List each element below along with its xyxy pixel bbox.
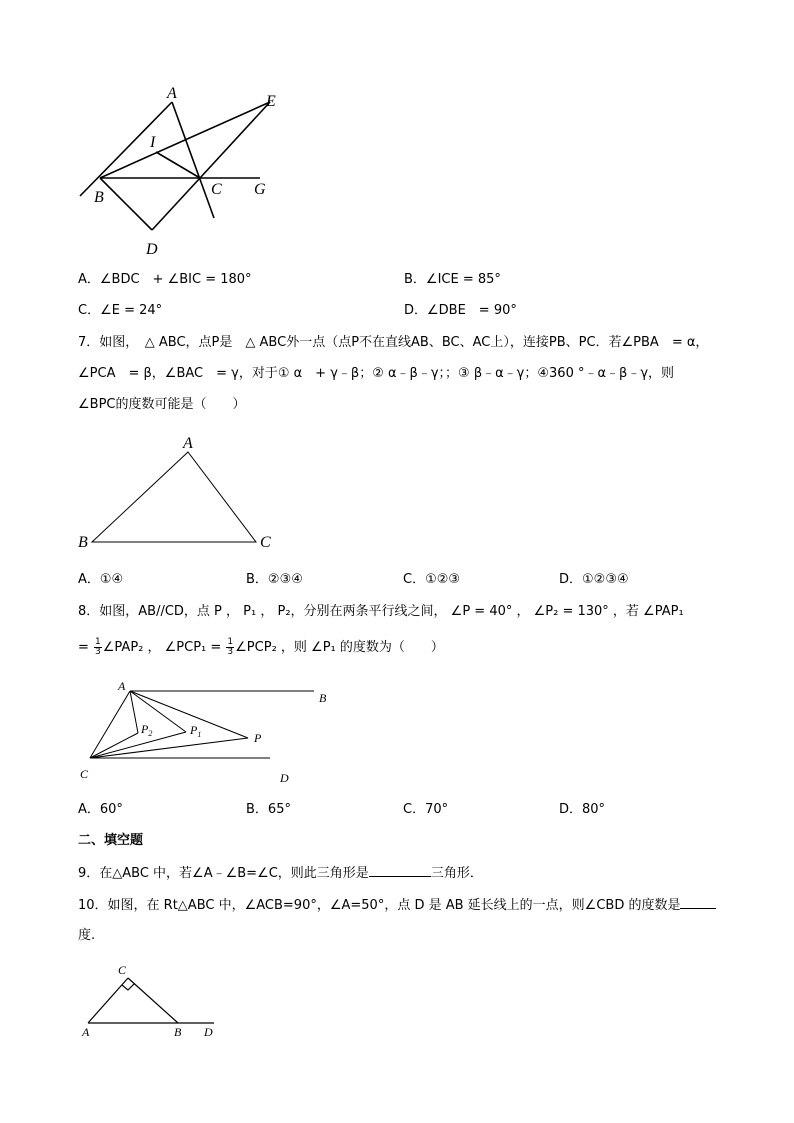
- q8-option-c[interactable]: C．70°: [403, 802, 449, 817]
- label-p1: $P_1$: [190, 723, 202, 739]
- label-b: B: [174, 1025, 182, 1039]
- q8-line2-mid1: ∠PAP₂ ， ∠PCP₁ =: [102, 640, 226, 655]
- q6-option-a[interactable]: A．∠BDC + ∠BIC = 180°: [78, 272, 252, 287]
- line-dc: [152, 178, 200, 230]
- q10-answer-blank[interactable]: [680, 894, 716, 909]
- q8-line2-mid2: ∠PCP₂ ，则 ∠P₁ 的度数为（ ）: [235, 640, 444, 655]
- q9-answer-blank[interactable]: [369, 862, 431, 877]
- label-a: A: [183, 435, 193, 452]
- label-b: B: [319, 691, 327, 705]
- q10-text-line2: 度.: [78, 928, 96, 943]
- label-c: C: [211, 181, 222, 198]
- label-p2: $P_2$: [141, 722, 153, 738]
- label-d: D: [280, 771, 289, 785]
- q8-figure: [74, 676, 344, 788]
- label-e: E: [266, 93, 276, 110]
- q6-option-b[interactable]: B．∠ICE = 85°: [404, 272, 501, 287]
- label-c: C: [80, 767, 89, 781]
- line-ap1: [130, 691, 186, 732]
- line-ba: [80, 102, 172, 196]
- q7-option-d[interactable]: D．①②③④: [559, 572, 629, 587]
- label-b: B: [94, 189, 104, 206]
- section-heading-fill-blank: 二、填空题: [78, 833, 144, 848]
- label-d: D: [204, 1025, 213, 1039]
- fraction-one-third: $\frac{1}{3}$: [227, 637, 234, 657]
- q10-figure: [74, 960, 234, 1042]
- label-b: B: [78, 534, 88, 551]
- fraction-one-third: $\frac{1}{3}$: [95, 637, 101, 657]
- label-c: C: [260, 534, 271, 551]
- triangle-abc: [92, 452, 256, 542]
- q8-option-a[interactable]: A．60°: [78, 802, 123, 817]
- q6-option-d[interactable]: D．∠DBE = 90°: [404, 303, 517, 318]
- label-a: A: [118, 679, 126, 693]
- label-p: P: [254, 731, 262, 745]
- right-angle-mark: [122, 984, 134, 990]
- label-g: G: [254, 181, 266, 198]
- label-c: C: [118, 963, 127, 977]
- q6-figure: [70, 80, 290, 260]
- line-be: [100, 102, 270, 178]
- line-bd: [100, 178, 152, 230]
- q9-text: 9．在△ABC 中，若∠A﹣∠B=∠C，则此三角形是 三角形．: [78, 862, 483, 884]
- q7-option-b[interactable]: B．②③④: [246, 572, 303, 587]
- line-ic: [156, 152, 200, 178]
- q8-option-d[interactable]: D．80°: [559, 802, 606, 817]
- q7-text-line2: ∠PCA = β，∠BAC = γ，对于① α + γ﹣β；② α﹣β﹣γ；；③ β﹣α﹣γ；④360 °﹣α﹣β﹣γ，则: [78, 366, 675, 381]
- q8-line2-pre: =: [78, 640, 94, 655]
- label-d: D: [146, 241, 158, 258]
- label-a: A: [167, 85, 177, 102]
- q6-option-c[interactable]: C．∠E = 24°: [78, 303, 163, 318]
- line-ce: [200, 102, 270, 178]
- q7-text-line1: 7．如图， △ ABC，点P是 △ ABC外一点（点P不在直线AB、BC、AC上），连接PB、PC．若∠PBA = α，: [78, 335, 709, 350]
- q7-option-a[interactable]: A．①④: [78, 572, 124, 587]
- q8-text-line2: [78, 638, 444, 658]
- q10-text-line1: 10．如图，在 Rt△ABC 中，∠ACB=90°，∠A=50°，点 D 是 AB 延长线上的一点，则∠CBD 的度数是: [78, 894, 716, 916]
- label-a: A: [82, 1025, 90, 1039]
- line-cp: [90, 738, 248, 758]
- q8-option-b[interactable]: B．65°: [246, 802, 291, 817]
- q8-text-line1: 8．如图，AB//CD，点 P ， P₁ ， P₂，分别在两条平行线之间， ∠P = 40° ， ∠P₂ = 130° ，若 ∠PAP₁: [78, 604, 684, 619]
- line-ac: [88, 978, 128, 1023]
- label-i: I: [150, 134, 156, 151]
- line-cp1: [90, 732, 186, 758]
- line-cb: [128, 978, 178, 1023]
- line-ap2: [130, 691, 138, 733]
- q7-figure: [74, 434, 284, 558]
- q7-option-c[interactable]: C．①②③: [403, 572, 461, 587]
- q7-text-line3: ∠BPC的度数可能是（ ）: [78, 397, 246, 412]
